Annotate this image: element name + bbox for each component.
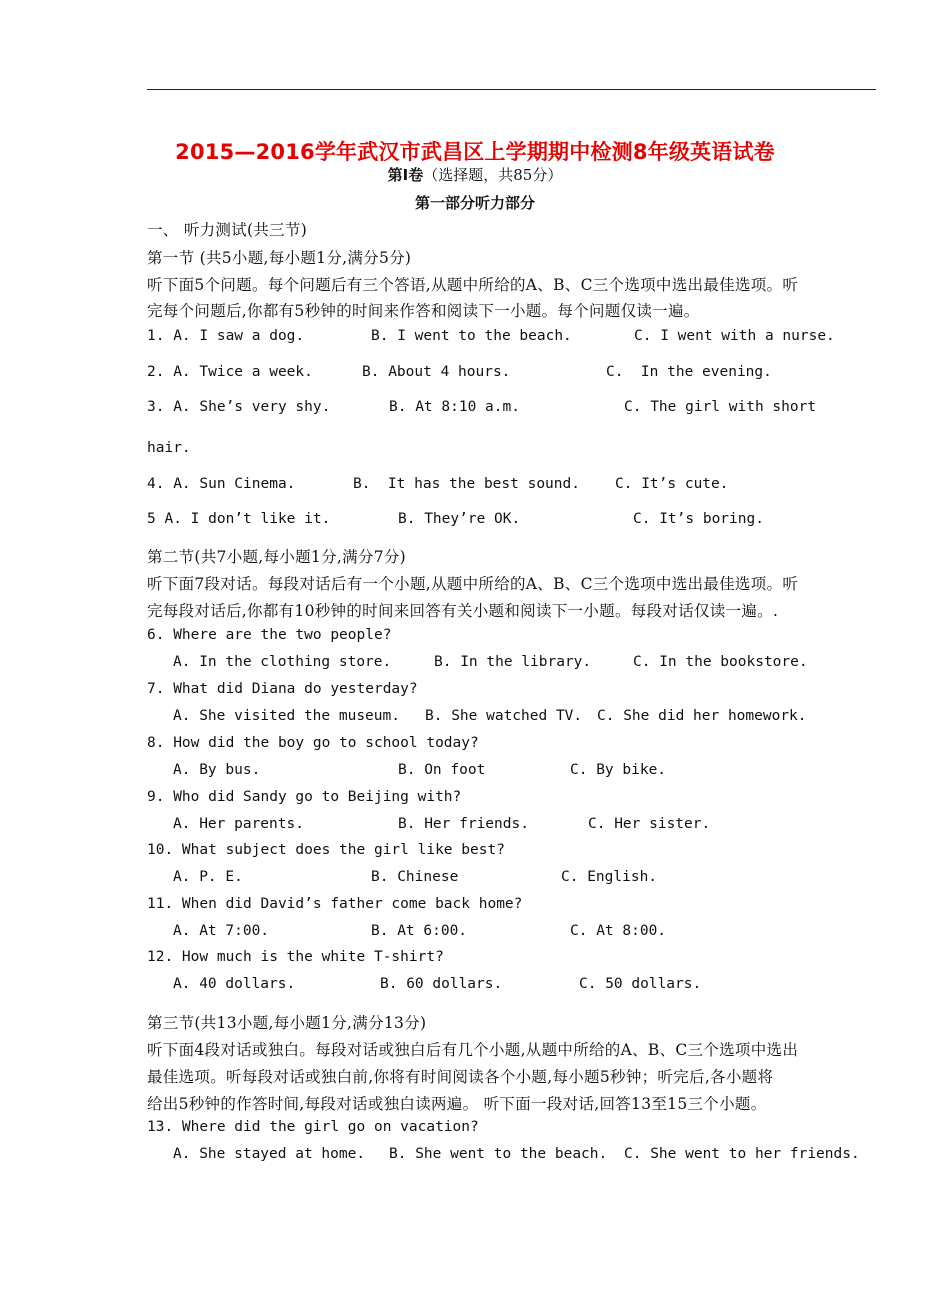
q3-option-c-continued: hair. xyxy=(147,440,191,456)
q13-option-b: B. She went to the beach. xyxy=(389,1146,608,1162)
q11-option-a: A. At 7:00. xyxy=(173,923,270,939)
q3-option-c: C. The girl with short xyxy=(624,399,817,415)
sec2-instruction-line2: 完每段对话后,你都有10秒钟的时间来回答有关小题和阅读下一小题。每段对话仅读一遍。. xyxy=(147,602,779,620)
q12-option-b: B. 60 dollars. xyxy=(380,976,503,992)
q7-option-b: B. She watched TV. xyxy=(425,708,583,724)
sec3-heading: 第三节(共13小题,每小题1分,满分13分) xyxy=(147,1014,427,1032)
q12-option-a: A. 40 dollars. xyxy=(173,976,296,992)
q5-option-b: B. They’re OK. xyxy=(398,511,521,527)
sec3-instruction-line2: 最佳选项。听每段对话或独白前,你将有时间阅读各个小题,每小题5秒钟；听完后,各小题将 xyxy=(147,1068,774,1086)
q11-option-c: C. At 8:00. xyxy=(570,923,667,939)
q4-option-c: C. It’s cute. xyxy=(615,476,729,492)
q4-option-a: 4. A. Sun Cinema. xyxy=(147,476,296,492)
q3-option-a: 3. A. She’s very shy. xyxy=(147,399,331,415)
sec2-instruction-line1: 听下面7段对话。每段对话后有一个小题,从题中所给的A、B、C三个选项中选出最佳选项。听 xyxy=(147,575,799,593)
q5-option-c: C. It’s boring. xyxy=(633,511,764,527)
q4-option-b: B. It has the best sound. xyxy=(353,476,580,492)
q2-option-c: C. In the evening. xyxy=(606,364,772,380)
q2-option-a: 2. A. Twice a week. xyxy=(147,364,313,380)
q8-option-b: B. On foot xyxy=(398,762,486,778)
q6-question: 6. Where are the two people? xyxy=(147,627,392,643)
q9-option-c: C. Her sister. xyxy=(588,816,711,832)
volume-label: 第Ⅰ卷 xyxy=(387,166,424,184)
q7-option-a: A. She visited the museum. xyxy=(173,708,400,724)
q10-option-a: A. P. E. xyxy=(173,869,243,885)
q13-option-a: A. She stayed at home. xyxy=(173,1146,366,1162)
q10-question: 10. What subject does the girl like best? xyxy=(147,842,505,858)
q8-option-c: C. By bike. xyxy=(570,762,667,778)
q11-option-b: B. At 6:00. xyxy=(371,923,468,939)
exam-subtitle xyxy=(0,164,950,185)
q8-question: 8. How did the boy go to school today? xyxy=(147,735,479,751)
q12-question: 12. How much is the white T-shirt? xyxy=(147,949,444,965)
sec3-instruction-line3: 给出5秒钟的作答时间,每段对话或独白读两遍。 听下面一段对话,回答13至15三个小题。 xyxy=(147,1095,767,1113)
volume-note: （选择题，共85分） xyxy=(423,166,563,184)
q6-option-a: A. In the clothing store. xyxy=(173,654,392,670)
sec1-instruction-line2: 完每个问题后,你都有5秒钟的时间来作答和阅读下一小题。每个问题仅读一遍。 xyxy=(147,302,700,320)
q11-question: 11. When did David’s father come back home? xyxy=(147,896,523,912)
sec3-instruction-line1: 听下面4段对话或独白。每段对话或独白后有几个小题,从题中所给的A、B、C三个选项中选出 xyxy=(147,1041,799,1059)
sec1-heading: 第一节 (共5小题,每小题1分,满分5分) xyxy=(147,249,412,267)
q3-option-b: B. At 8:10 a.m. xyxy=(389,399,520,415)
part-heading: 第一部分听力部分 xyxy=(414,194,535,212)
header-rule xyxy=(147,89,876,90)
exam-title: 2015—2016学年武汉市武昌区上学期期中检测8年级英语试卷 xyxy=(175,140,775,164)
q5-option-a: 5 A. I don’t like it. xyxy=(147,511,331,527)
sec2-heading: 第二节(共7小题,每小题1分,满分7分) xyxy=(147,548,407,566)
q9-option-b: B. Her friends. xyxy=(398,816,529,832)
section-intro: 一、 听力测试(共三节) xyxy=(147,221,308,239)
q7-question: 7. What did Diana do yesterday? xyxy=(147,681,418,697)
q12-option-c: C. 50 dollars. xyxy=(579,976,702,992)
q6-option-c: C. In the bookstore. xyxy=(633,654,808,670)
q10-option-b: B. Chinese xyxy=(371,869,459,885)
q2-option-b: B. About 4 hours. xyxy=(362,364,511,380)
q9-option-a: A. Her parents. xyxy=(173,816,304,832)
q13-question: 13. Where did the girl go on vacation? xyxy=(147,1119,479,1135)
sec1-instruction-line1: 听下面5个问题。每个问题后有三个答语,从题中所给的A、B、C三个选项中选出最佳选项。听 xyxy=(147,276,799,294)
q8-option-a: A. By bus. xyxy=(173,762,261,778)
q13-option-c: C. She went to her friends. xyxy=(624,1146,860,1162)
q1-option-c: C. I went with a nurse. xyxy=(634,328,835,344)
q1-option-b: B. I went to the beach. xyxy=(371,328,572,344)
q10-option-c: C. English. xyxy=(561,869,658,885)
q7-option-c: C. She did her homework. xyxy=(597,708,807,724)
q6-option-b: B. In the library. xyxy=(434,654,592,670)
q9-question: 9. Who did Sandy go to Beijing with? xyxy=(147,789,462,805)
q1-option-a: 1. A. I saw a dog. xyxy=(147,328,305,344)
